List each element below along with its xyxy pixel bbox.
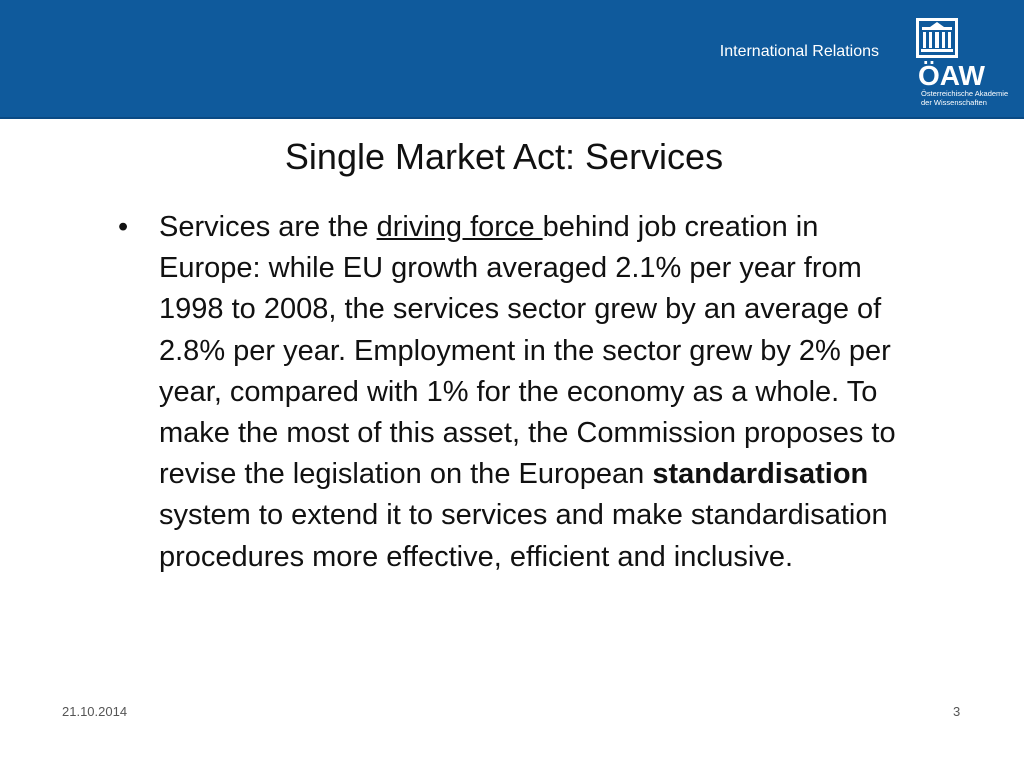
bullet-text-part: Services are the: [159, 211, 377, 243]
bullet-text-part: system to extend it to services and make standardisation procedures more effective, efficient and inclusive.: [159, 499, 888, 573]
slide-title: Single Market Act: Services: [284, 136, 724, 177]
logo-wordmark: ÖAW: [918, 60, 985, 91]
logo-subtitle-line2: der Wissenschaften: [921, 97, 987, 107]
logo-subtitle-line1: Österreichische Akademie: [921, 89, 1009, 98]
header-bar: [0, 0, 1024, 118]
bullet-text-part: behind job creation in Europe: while EU growth averaged 2.1% per year from 1998 to 2008, the services sector grew by an average of 2.8% per year. Employment in the sector grew by 2% per year, compared with 1% for the economy as a whole. To make the most of this asset, the Commission proposes to revise the legislation on the European: [159, 211, 896, 491]
academy-building-icon: [916, 18, 958, 58]
logo-subtitle: [921, 90, 1008, 107]
page-number: 3: [953, 704, 961, 719]
bullet-symbol: •: [118, 211, 129, 243]
emphasis-underlined: driving force: [376, 211, 543, 243]
oeaw-logo: [912, 18, 1012, 112]
department-label: International Relations: [719, 43, 879, 60]
footer-date: 21.10.2014: [62, 704, 128, 719]
header-divider: [0, 117, 1024, 119]
bullet-text: [159, 207, 911, 578]
emphasis-bold: standardisation: [652, 458, 869, 491]
